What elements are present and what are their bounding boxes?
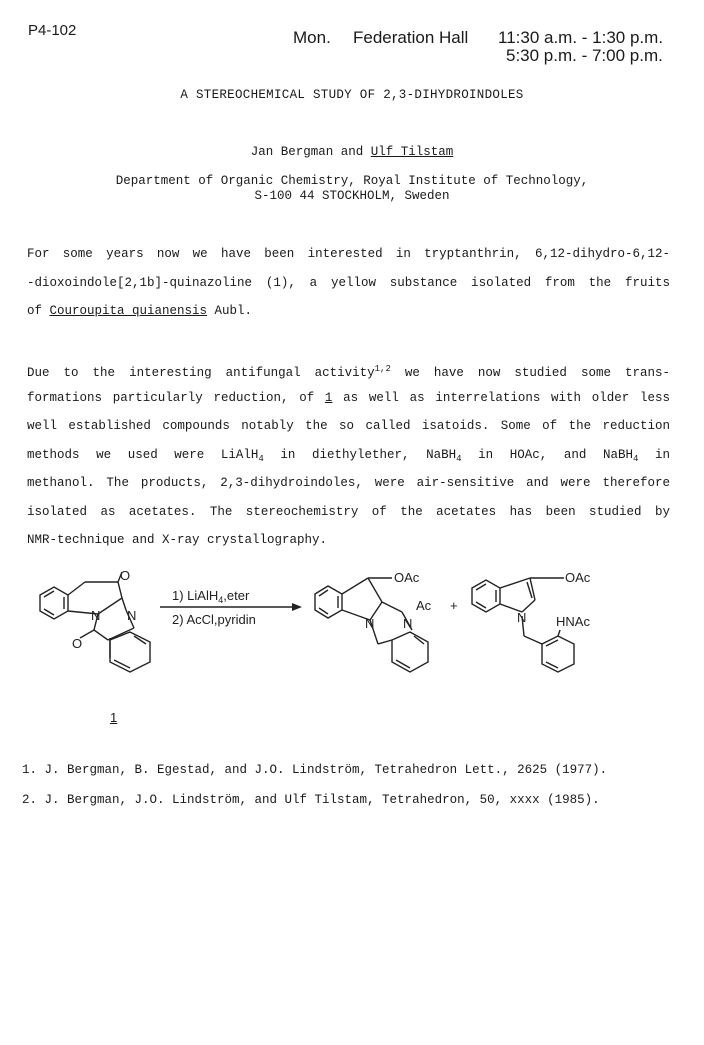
oac-label: OAc — [565, 570, 591, 585]
paragraph-line: well established compounds notably the so called isatoids. Some of the reduction — [27, 419, 670, 433]
authors — [0, 145, 704, 159]
affiliation-city: S-100 44 STOCKHOLM, Sweden — [254, 189, 450, 203]
paragraph-line: Due to the interesting antifungal activity$^{1,2}$ we have now studied some trans- — [27, 364, 670, 380]
hnac-label: HNAc — [556, 614, 590, 629]
atom-n-label: N — [91, 608, 101, 623]
references — [22, 763, 607, 823]
reference-item: 2. J. Bergman, J.O. Lindström, and Ulf Tilstam, Tetrahedron, 50, xxxx (1985). — [22, 793, 600, 807]
affiliation-department: Department of Organic Chemistry, Royal Institute of Technology, — [115, 174, 589, 188]
atom-n-label: N — [517, 610, 527, 625]
reagent-step-2: 2) AcCl,pyridin — [172, 612, 256, 627]
compound-number: 1 — [110, 710, 118, 725]
atom-n-label: N — [127, 608, 137, 623]
paragraph-line: For some years now we have been interested in tryptanthrin, 6,12-dihydro-6,12- — [27, 247, 670, 261]
paragraph-line: methanol. The products, 2,3-dihydroindoles, were air-sensitive and were therefore — [27, 476, 670, 490]
atom-n-label: N — [365, 616, 375, 631]
reagent-step-1: 1) LiAlH$_4$,eter — [172, 588, 250, 605]
session-location: Federation Hall — [353, 28, 469, 47]
author-first: Jan Bergman and — [250, 145, 371, 159]
oac-label: OAc — [394, 570, 420, 585]
paragraph-line: methods we used were LiAlH$_4$ in diethylether, NaBH$_4$ in HOAc, and NaBH$_4$ in — [27, 447, 670, 464]
plus-sign: + — [450, 598, 458, 613]
paper-title: A STEREOCHEMICAL STUDY OF 2,3-DIHYDROINDOLES — [180, 88, 524, 102]
session-day: Mon. — [293, 28, 331, 47]
paragraph-line: isolated as acetates. The stereochemistry of the acetates has been studied by — [27, 504, 670, 519]
paragraph-line: formations particularly reduction, of 1 as well as interrelations with older less — [27, 390, 671, 405]
reference-item: 1. J. Bergman, B. Egestad, and J.O. Lindström, Tetrahedron Lett., 2625 (1977). — [22, 763, 608, 777]
paragraph-line: -dioxoindole[2,1b]-quinazoline (1), a yellow substance isolated from the fruits — [27, 275, 670, 290]
paragraph-methods — [27, 355, 670, 555]
paragraph-line: of Couroupita quianensis Aubl. — [27, 304, 253, 318]
atom-o-label: O — [72, 636, 83, 651]
paragraph-line: NMR-technique and X-ray crystallography. — [27, 533, 328, 547]
species-name: Couroupita quianensis — [49, 304, 208, 318]
citation-superscript: 1,2 — [374, 364, 391, 374]
author-presenting: Ulf Tilstam — [370, 145, 454, 159]
atom-o-label: O — [120, 568, 131, 583]
reaction-scheme — [30, 562, 680, 702]
abstract-code: P4-102 — [28, 22, 77, 39]
paragraph-intro — [27, 240, 670, 326]
atom-n-label: N — [403, 616, 413, 631]
ac-label: Ac — [416, 598, 432, 613]
session-time-2: 5:30 p.m. - 7:00 p.m. — [506, 46, 663, 65]
compound-ref: 1 — [324, 390, 333, 405]
session-time-1: 11:30 a.m. - 1:30 p.m. — [498, 28, 664, 47]
